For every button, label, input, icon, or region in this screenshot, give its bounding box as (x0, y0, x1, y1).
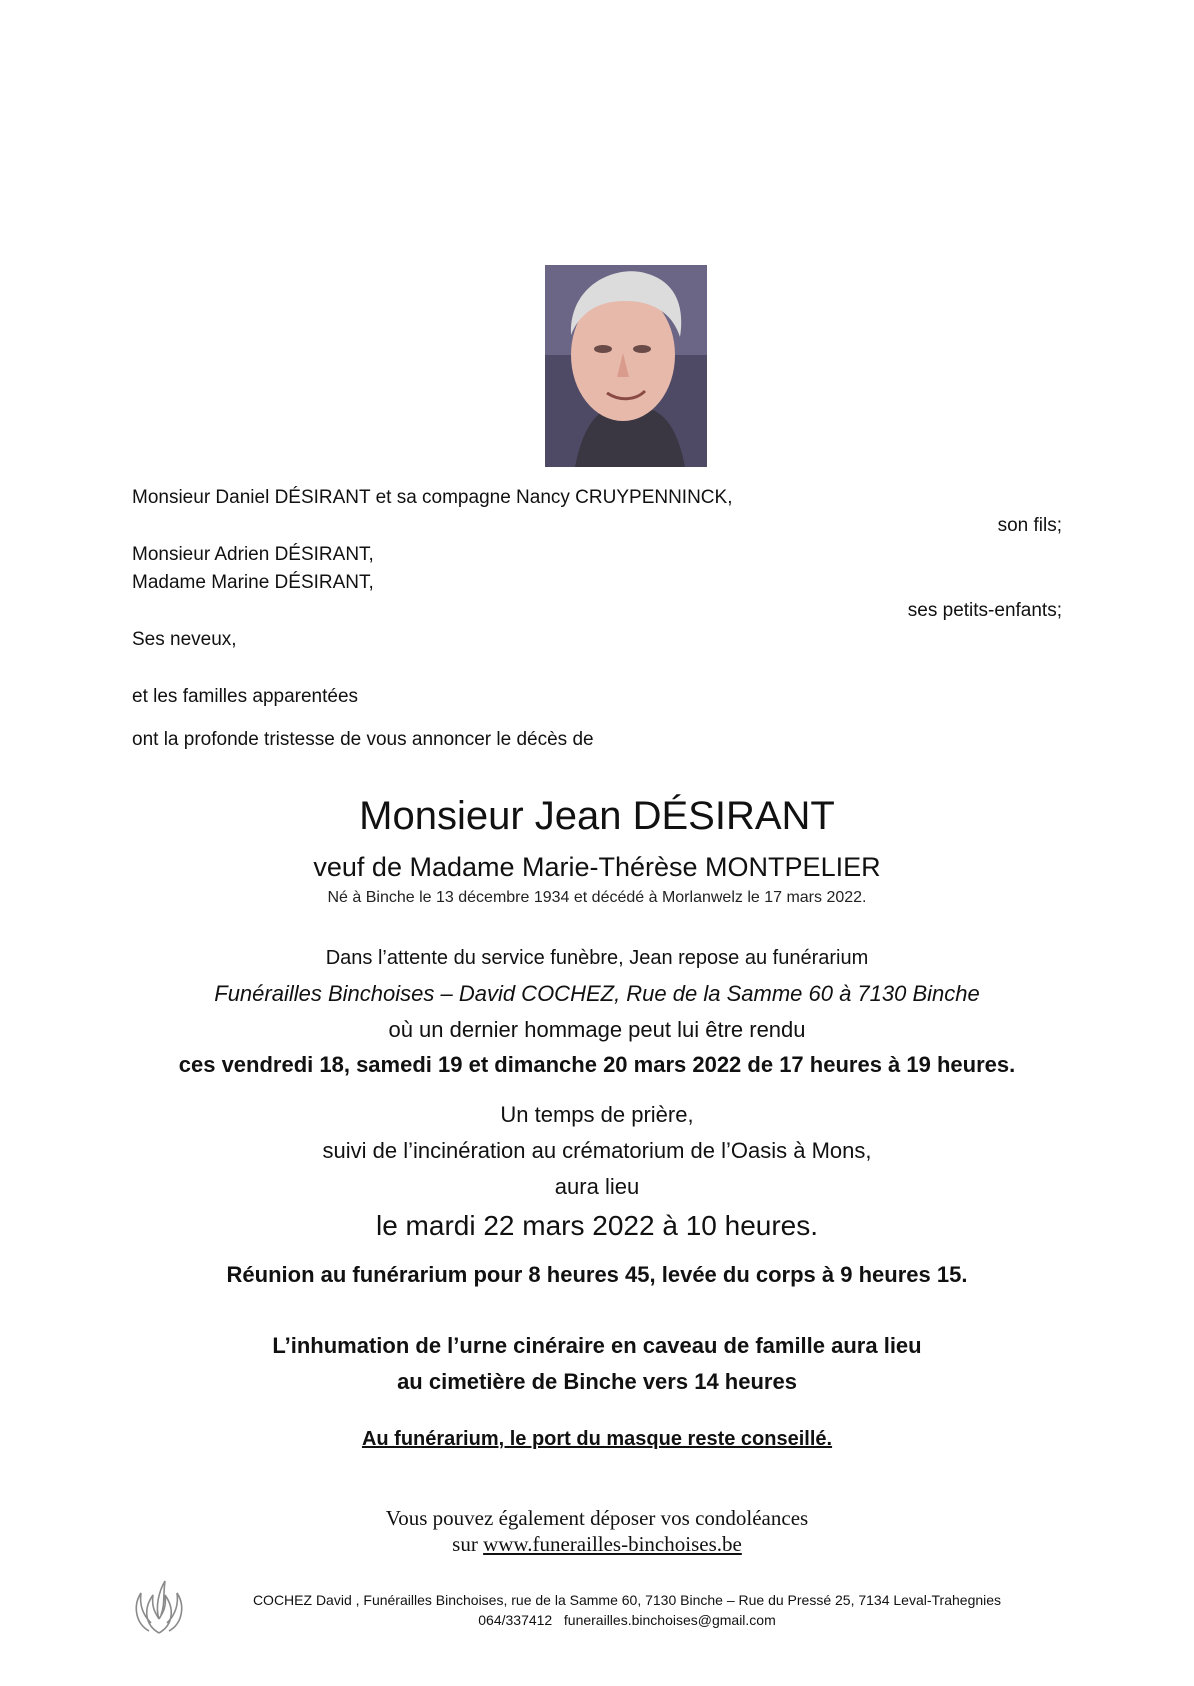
ceremony-cremation: suivi de l’incinération au crématorium de l’Oasis à Mons, (322, 1138, 872, 1163)
portrait-photo (545, 265, 707, 467)
burial-line-2: au cimetière de Binche vers 14 heures (397, 1369, 797, 1394)
ceremony-meeting: Réunion au funérarium pour 8 heures 45, levée du corps à 9 heures 15. (226, 1262, 968, 1287)
ceremony-date: le mardi 22 mars 2022 à 10 heures. (375, 1210, 819, 1241)
condolences-prefix: sur (452, 1532, 484, 1556)
ceremony-prayer: Un temps de prière, (500, 1102, 694, 1127)
family-line-son: Monsieur Daniel DÉSIRANT et sa compagne Nancy CRUYPENNINCK, (132, 487, 733, 508)
mask-notice: Au funérarium, le port du masque reste conseillé. (361, 1428, 833, 1450)
family-line-granddaughter: Madame Marine DÉSIRANT, (132, 572, 374, 593)
deceased-name: Monsieur Jean DÉSIRANT (359, 794, 835, 838)
burial-line-1: L’inhumation de l’urne cinéraire en caveau de famille aura lieu (272, 1333, 922, 1358)
ceremony-will-take-place: aura lieu (554, 1174, 640, 1199)
visitation-intro: Dans l’attente du service funèbre, Jean repose au funérarium (325, 947, 869, 969)
funeral-home-address: Funérailles Binchoises – David COCHEZ, Rue de la Samme 60 à 7130 Binche (214, 981, 980, 1006)
widow-line: veuf de Madame Marie-Thérèse MONTPELIER (313, 852, 881, 882)
family-line-nephews: Ses neveux, (132, 629, 237, 650)
family-line-relatives: et les familles apparentées (132, 686, 359, 707)
footer-phone: 064/337412 (478, 1612, 553, 1628)
footer-address: COCHEZ David , Funérailles Binchoises, rue de la Samme 60, 7130 Binche – Rue du Pressé 25, 7134 Leval-Trahegnies (252, 1592, 1002, 1608)
birth-death-dates: Né à Binche le 13 décembre 1934 et décédé à Morlanwelz le 17 mars 2022. (327, 889, 867, 906)
condolences-link-line (0, 1532, 1194, 1557)
family-line-grandson: Monsieur Adrien DÉSIRANT, (132, 544, 374, 565)
relation-son: son fils; (997, 515, 1062, 536)
visitation-tribute: où un dernier hommage peut lui être rendu (388, 1017, 806, 1042)
condolences-line: Vous pouvez également déposer vos condoléances (385, 1506, 809, 1530)
announcement-line: ont la profonde tristesse de vous annoncer le décès de (132, 729, 594, 750)
condolences-website-link[interactable]: www.funerailles-binchoises.be (483, 1532, 742, 1556)
footer-email: funerailles.binchoises@gmail.com (563, 1612, 776, 1628)
footer-contact (0, 1612, 1194, 1628)
relation-grandchildren: ses petits-enfants; (907, 600, 1062, 621)
visitation-times: ces vendredi 18, samedi 19 et dimanche 20 mars 2022 de 17 heures à 19 heures. (178, 1052, 1016, 1077)
